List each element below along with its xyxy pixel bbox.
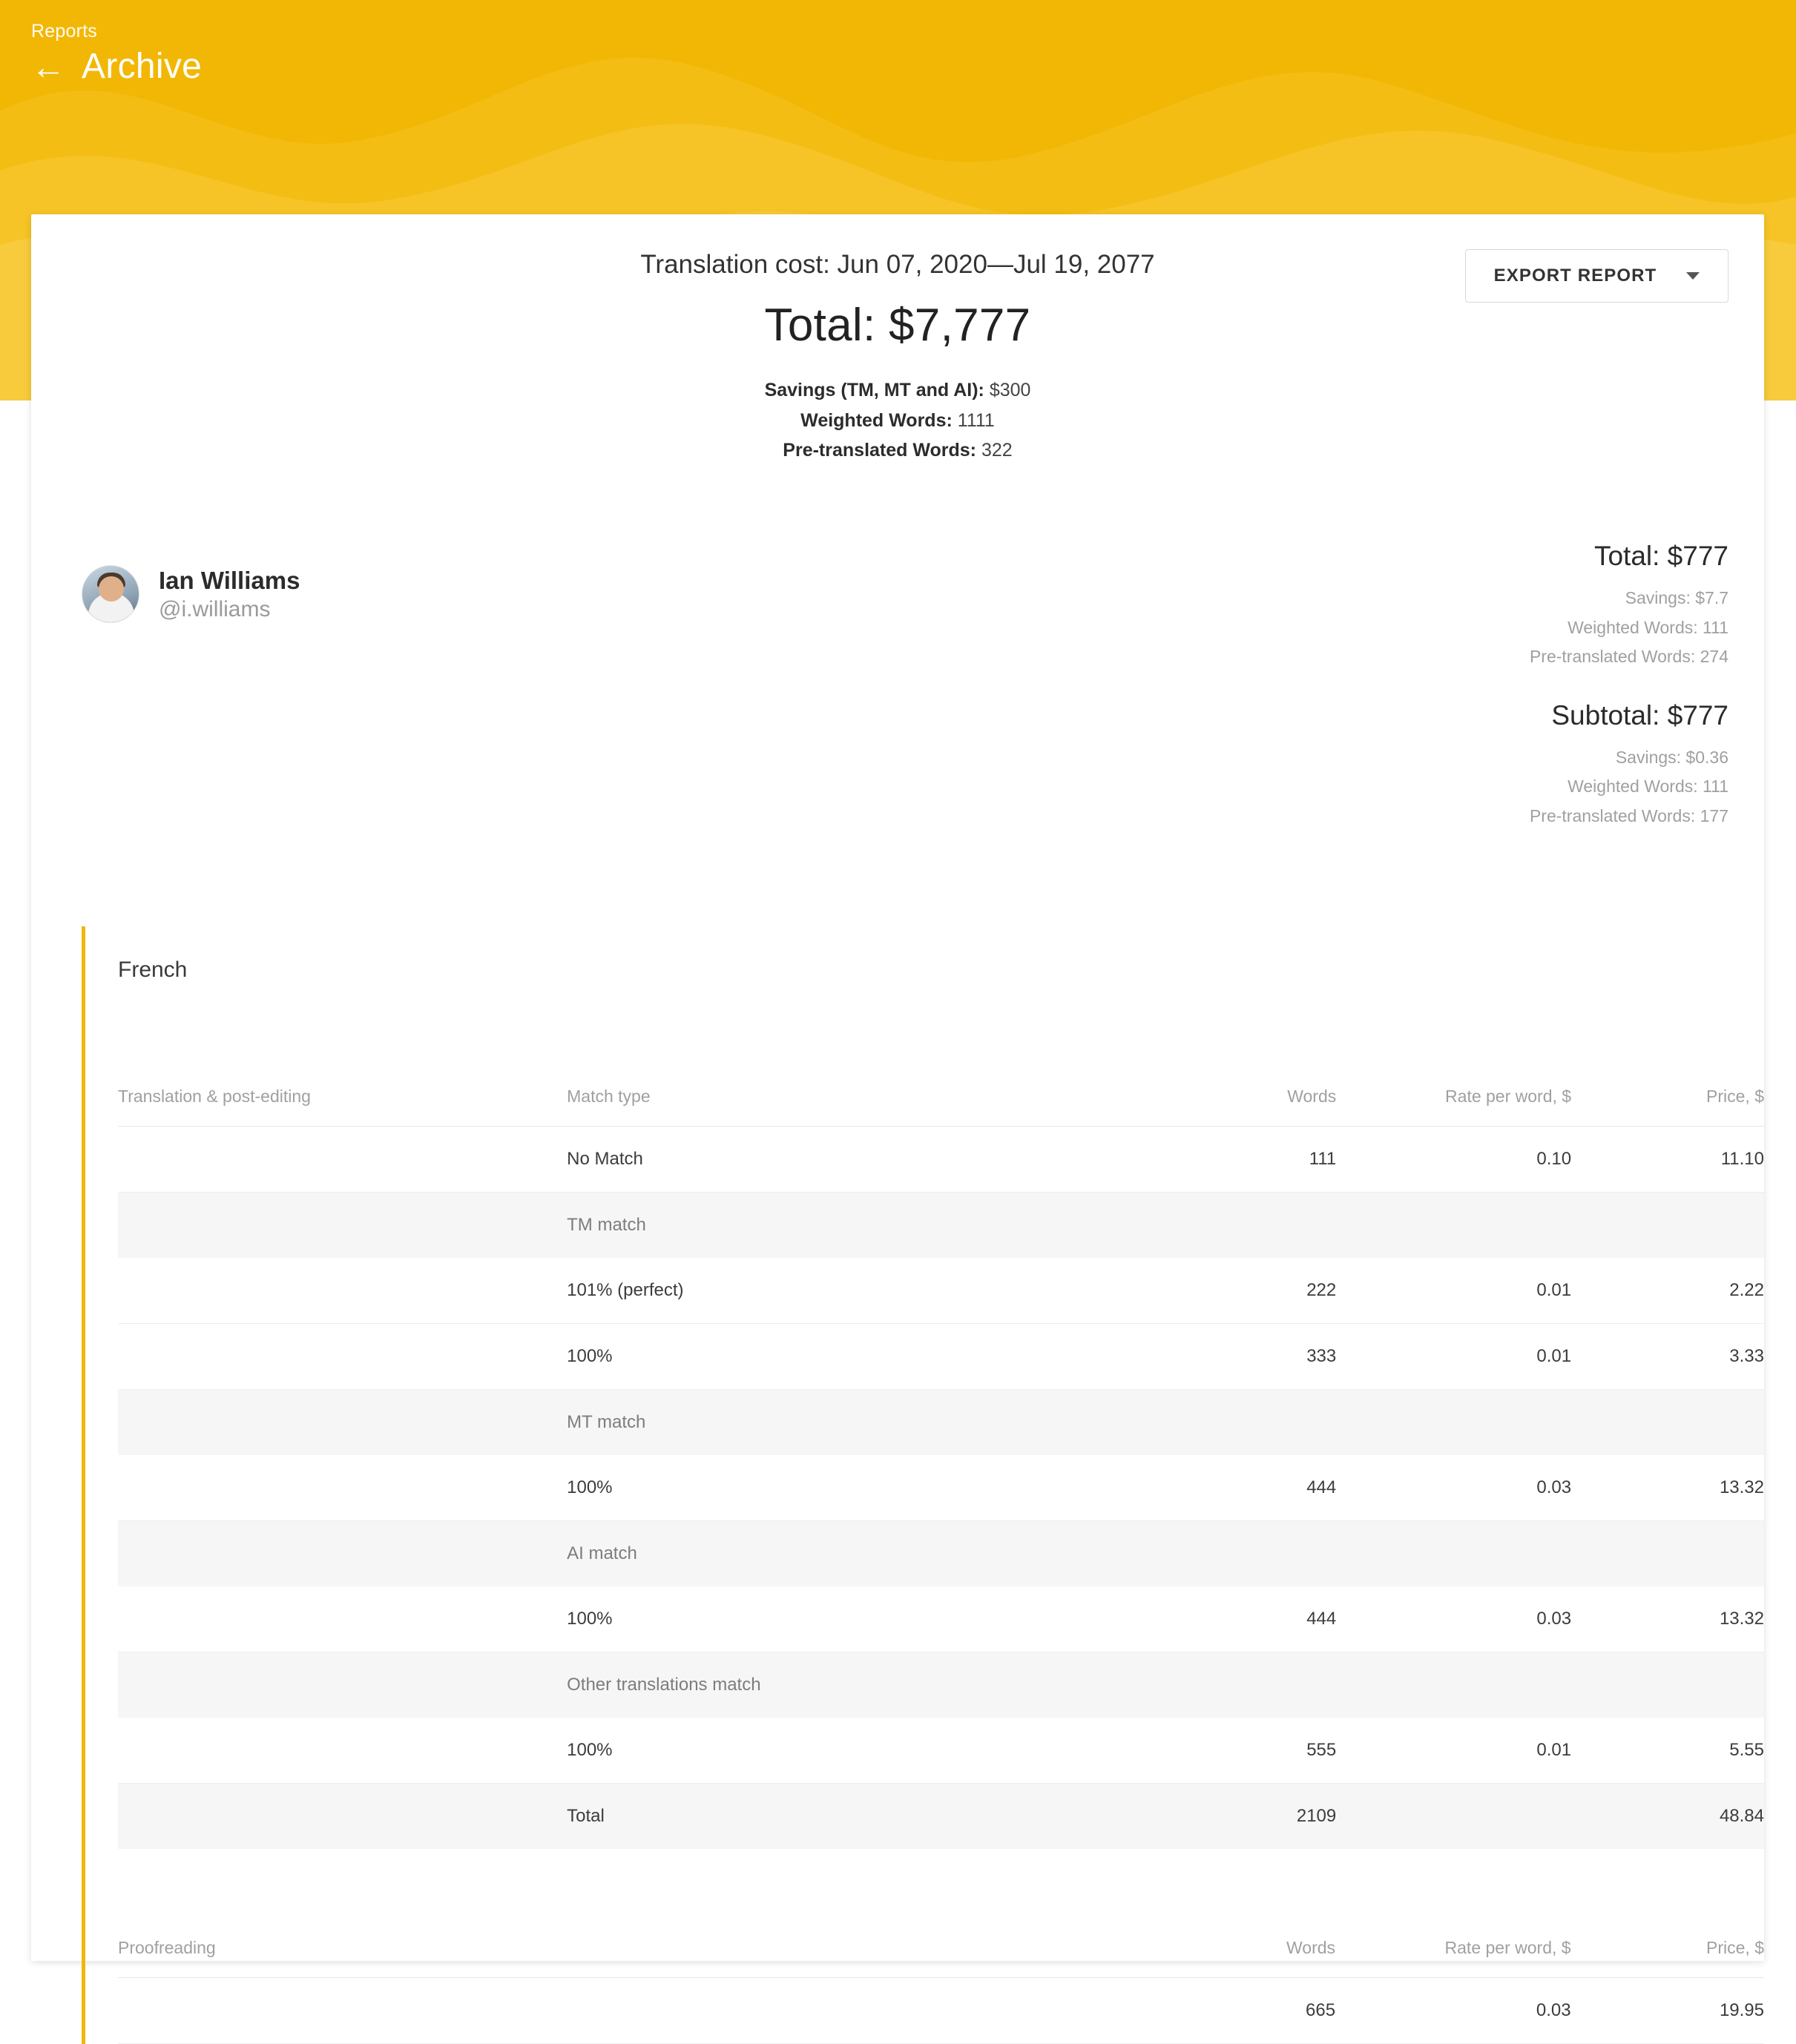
cell-price: 2.22 — [1571, 1258, 1764, 1324]
user-total-details — [1530, 584, 1728, 672]
table-row — [118, 1978, 1764, 2044]
summary-pretranslated-label: Pre-translated Words: — [783, 440, 977, 461]
cell-price: 3.33 — [1571, 1324, 1764, 1390]
report-date-range: Translation cost: Jun 07, 2020—Jul 19, 2077 — [640, 250, 1155, 279]
user-identity — [159, 565, 300, 624]
language-section — [82, 926, 1764, 2044]
language-weighted-words: Weighted Words: 111 — [1568, 777, 1728, 797]
report-card — [31, 214, 1764, 2020]
translation-table-body — [118, 1127, 1764, 1850]
cell-price: 13.32 — [1571, 1586, 1764, 1652]
totals-panel — [1530, 541, 1728, 831]
cell-rate: 0.03 — [1335, 1978, 1571, 2044]
user-total: Total: $777 — [1593, 541, 1728, 571]
cell-rate — [1336, 1193, 1571, 1259]
table-row — [118, 1193, 1764, 1259]
cell-rate: 0.01 — [1336, 1718, 1571, 1784]
avatar — [82, 565, 139, 623]
cell-match-type: Other translations match — [567, 1652, 1079, 1718]
cell-section — [118, 1586, 567, 1652]
cell-words — [1079, 1390, 1336, 1456]
table-header-row — [118, 1938, 1764, 1978]
cell-match-type: 100% — [567, 1586, 1079, 1652]
cell-words — [1079, 1652, 1336, 1718]
cell-rate — [1336, 1521, 1571, 1587]
cell-section — [118, 1390, 567, 1456]
arrow-left-icon[interactable]: ← — [31, 47, 65, 86]
report-summary-lines — [31, 375, 1764, 466]
table-row — [118, 1784, 1764, 1850]
summary-pretranslated-value: 322 — [981, 440, 1013, 461]
table-row — [118, 1718, 1764, 1784]
cell-price — [1571, 1193, 1764, 1259]
table-row — [118, 1324, 1764, 1390]
cell-words: 111 — [1079, 1127, 1336, 1193]
cell-price — [1571, 1652, 1764, 1718]
breadcrumb[interactable]: Reports — [31, 21, 97, 42]
cell-words: 444 — [1079, 1455, 1336, 1521]
col-header-price: Price, $ — [1571, 1938, 1764, 1978]
cell-match-type: 101% (perfect) — [567, 1258, 1079, 1324]
proofreading-table-body — [118, 1978, 1764, 2044]
user-handle: @i.williams — [159, 597, 271, 622]
cell-section — [118, 1193, 567, 1259]
language-subtotal-details — [1530, 743, 1728, 831]
summary-pretranslated-row — [31, 435, 1764, 466]
cell-rate: 0.03 — [1336, 1455, 1571, 1521]
report-total: Total: $7,777 — [764, 300, 1031, 351]
page-title: Archive — [82, 47, 203, 86]
cell-price: 48.84 — [1571, 1784, 1764, 1850]
cell-match-type: AI match — [567, 1521, 1079, 1587]
cell-section — [118, 1258, 567, 1324]
summary-savings-value: $300 — [989, 380, 1031, 400]
col-header-price: Price, $ — [1571, 1087, 1764, 1127]
cell-section — [118, 1324, 567, 1390]
user-weighted-words: Weighted Words: 111 — [1568, 617, 1728, 637]
cell-rate: 0.10 — [1336, 1127, 1571, 1193]
cell-words: 2109 — [1079, 1784, 1336, 1850]
cell-section — [118, 1455, 567, 1521]
export-report-button[interactable] — [1465, 249, 1728, 303]
cell-match-type: Total — [567, 1784, 1079, 1850]
cell-price: 5.55 — [1571, 1718, 1764, 1784]
cell-rate — [1336, 1784, 1571, 1850]
col-header-match-type-empty — [568, 1938, 1078, 1978]
cell-match-type: No Match — [567, 1127, 1079, 1193]
cell-words: 222 — [1079, 1258, 1336, 1324]
table-row — [118, 1258, 1764, 1324]
language-savings: Savings: $0.36 — [1615, 747, 1728, 767]
cell-rate: 0.01 — [1336, 1258, 1571, 1324]
table-row — [118, 1390, 1764, 1456]
table-row — [118, 1455, 1764, 1521]
export-report-label: EXPORT REPORT — [1493, 266, 1657, 286]
user-pretranslated-words: Pre-translated Words: 274 — [1529, 647, 1728, 667]
cell-section — [118, 1652, 567, 1718]
cell-section — [118, 1784, 567, 1850]
cell-words: 555 — [1079, 1718, 1336, 1784]
cell-match-type: MT match — [567, 1390, 1079, 1456]
translation-table-head — [118, 1087, 1764, 1127]
table-header-row — [118, 1087, 1764, 1127]
summary-weighted-label: Weighted Words: — [800, 409, 953, 431]
cell-words — [1079, 1521, 1336, 1587]
user-name: Ian Williams — [159, 567, 300, 594]
cell-rate: 0.03 — [1336, 1586, 1571, 1652]
cell-section — [118, 1718, 567, 1784]
cell-price: 13.32 — [1571, 1455, 1764, 1521]
chevron-down-icon — [1686, 272, 1700, 280]
col-header-section: Translation & post-editing — [118, 1087, 567, 1127]
col-header-rate: Rate per word, $ — [1335, 1938, 1571, 1978]
cell-words: 333 — [1079, 1324, 1336, 1390]
cell-rate: 0.01 — [1336, 1324, 1571, 1390]
summary-weighted-row — [31, 406, 1764, 436]
col-header-proofreading: Proofreading — [118, 1938, 568, 1978]
cell-match-type: TM match — [567, 1193, 1079, 1259]
summary-savings-label: Savings (TM, MT and AI): — [764, 380, 984, 400]
col-header-words: Words — [1079, 1087, 1336, 1127]
col-header-match-type: Match type — [567, 1087, 1079, 1127]
summary-savings-row — [31, 375, 1764, 406]
table-row — [118, 1652, 1764, 1718]
proofreading-table — [118, 1938, 1764, 2044]
summary-weighted-value: 1111 — [957, 409, 995, 431]
language-name: French — [118, 957, 188, 982]
translation-cost-table — [118, 1087, 1764, 1849]
user-savings: Savings: $7.7 — [1625, 588, 1728, 607]
table-row — [118, 1521, 1764, 1587]
cell-words — [1079, 1193, 1336, 1259]
cell-price: 11.10 — [1571, 1127, 1764, 1193]
cell-match-type: 100% — [567, 1718, 1079, 1784]
cell-section — [118, 1521, 567, 1587]
cell-match-type: 100% — [567, 1324, 1079, 1390]
cell-section — [118, 1978, 568, 2044]
cell-price — [1571, 1521, 1764, 1587]
cell-match-type: 100% — [567, 1455, 1079, 1521]
cell-rate — [1336, 1652, 1571, 1718]
col-header-rate: Rate per word, $ — [1336, 1087, 1571, 1127]
page-title-row — [31, 46, 202, 87]
table-row — [118, 1127, 1764, 1193]
cell-price — [1571, 1390, 1764, 1456]
cell-section — [118, 1127, 567, 1193]
proofreading-table-head — [118, 1938, 1764, 1978]
cell-words: 444 — [1079, 1586, 1336, 1652]
language-pretranslated-words: Pre-translated Words: 177 — [1529, 805, 1728, 825]
user-row[interactable] — [82, 565, 300, 624]
totals-spacer — [1530, 672, 1728, 700]
cell-words: 665 — [1078, 1978, 1335, 2044]
col-header-words: Words — [1078, 1938, 1335, 1978]
cell-rate — [1336, 1390, 1571, 1456]
table-row — [118, 1586, 1764, 1652]
language-subtotal: Subtotal: $777 — [1551, 699, 1728, 731]
cell-match-type — [568, 1978, 1078, 2044]
cell-price: 19.95 — [1571, 1978, 1764, 2044]
